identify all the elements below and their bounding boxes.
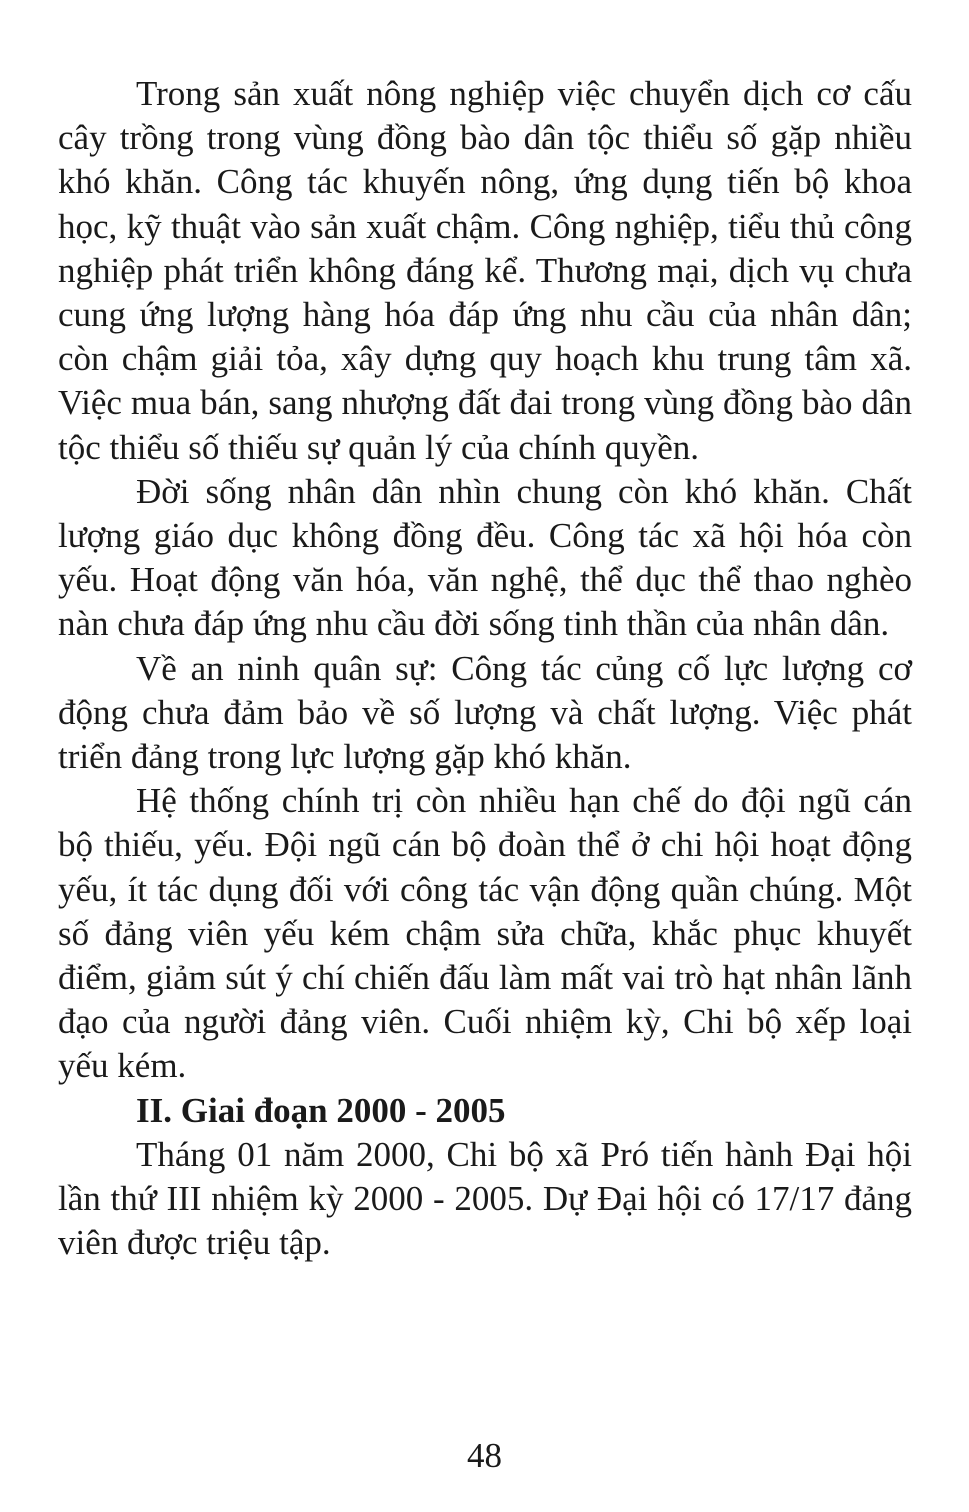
paragraph-congress: Tháng 01 năm 2000, Chi bộ xã Pró tiến hành Đại hội lần thứ III nhiệm kỳ 2000 - 2005. Dự Đại hội có 17/17 đảng viên được triệu tập. xyxy=(58,1134,912,1263)
paragraph-living-conditions: Đời sống nhân dân nhìn chung còn khó khăn. Chất lượng giáo dục không đồng đều. Công tác xã hội hóa còn yếu. Hoạt động văn hóa, văn nghệ, thể dục thể thao nghèo nàn chưa đáp ứng nhu cầu đời sống tinh thần của nhân dân. xyxy=(58,471,912,644)
page-body xyxy=(58,72,912,1265)
paragraph-political-system: Hệ thống chính trị còn nhiều hạn chế do đội ngũ cán bộ thiếu, yếu. Đội ngũ cán bộ đoàn thể ở chi hội hoạt động yếu, ít tác dụng đối với công tác vận động quần chúng. Một số đảng viên yếu kém chậm sửa chữa, khắc phục khuyết điểm, giảm sút ý chí chiến đấu làm mất vai trò hạt nhân lãnh đạo của người đảng viên. Cuối nhiệm kỳ, Chi bộ xếp loại yếu kém. xyxy=(58,781,912,1086)
paragraph-production: Trong sản xuất nông nghiệp việc chuyển dịch cơ cấu cây trồng trong vùng đồng bào dân tộc thiểu số gặp nhiều khó khăn. Công tác khuyến nông, ứng dụng tiến bộ khoa học, kỹ thuật vào sản xuất chậm. Công nghiệp, tiểu thủ công nghiệp phát triển không đáng kể. Thương mại, dịch vụ chưa cung ứng lượng hàng hóa đáp ứng nhu cầu của nhân dân; còn chậm giải tỏa, xây dựng quy hoạch khu trung tâm xã. Việc mua bán, sang nhượng đất đai trong vùng đồng bào dân tộc thiểu số thiếu sự quản lý của chính quyền. xyxy=(58,74,912,467)
page-number: 48 xyxy=(467,1436,502,1475)
paragraph-security: Về an ninh quân sự: Công tác củng cố lực lượng cơ động chưa đảm bảo về số lượng và chất lượng. Việc phát triển đảng trong lực lượng gặp khó khăn. xyxy=(58,648,912,777)
section-heading: II. Giai đoạn 2000 - 2005 xyxy=(136,1090,506,1130)
